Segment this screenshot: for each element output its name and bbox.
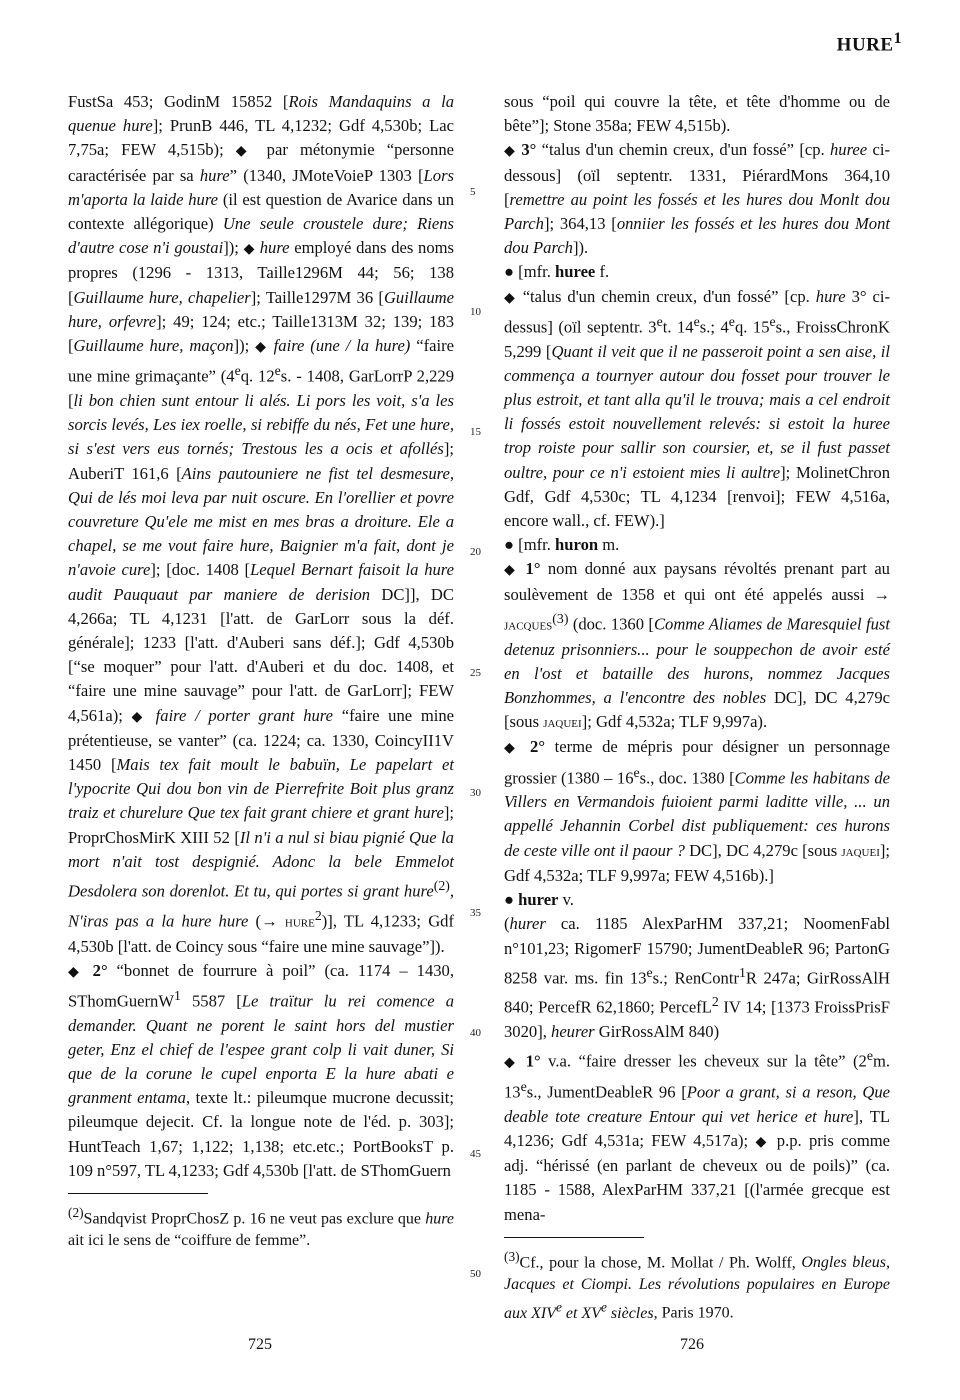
line-number: 20 — [470, 546, 481, 558]
folio-right: 726 — [680, 1336, 704, 1353]
footnote-3: $^{(3)}$Cf., pour la chose, M. Mollat / Ph. Wolff, Ongles bleus, Jacques et Ciompi. Les révolutions populaires en Europe aux XIVe et XVe siècles, Paris 1970. — [504, 1248, 890, 1322]
line-number: 15 — [470, 426, 481, 438]
line-number: 45 — [470, 1148, 481, 1160]
left-column-text: FustSa 453; GodinM 15852 [Rois Mandaquins a la quenue hure]; PrunB 446, TL 4,1232; Gdf 4,530b; Lac 7,75a; FEW 4,515b); ◆ par métonymie “personne caractérisée par sa hure” (1340, JMoteVoieP 1303 [Lors m'aporta la laide hure (il est question de Avarice dans un contexte allégorique) Une seule croustele dure; Riens d'autre cose n'i goustai]); ◆ hure employé dans des noms propres (1296 - 1313, Taille1296M 44; 56; 138 [Guillaume hure, chapelier]; Taille1297M 36 [Guillaume hure, orfevre]; 49; 124; etc.; Taille1313M 32; 139; 183 [Guillaume hure, maçon]); ◆ faire (une / la hure) “faire une mine grimaçante” (4eq. 12es. - 1408, GarLorrP 2,229 [li bon chien sunt entour li alés. Li pors les voit, s'a les sorcis levés, Les iex roelle, si rebiffe du nés, Fet une hure, si s'est vers eus tornés; Trestous les a ocis et afollés]; AuberiT 161,6 [Ains pautouniere ne fist tel desmesure, Qui de lés moi leva par nuit oscure. En l'orellier et povre couvreture Qu'ele me mist en mes bras a droiture. Ele a chapel, se me vout faire hure, Baignier m'a fait, dont je n'avoie cure]; [doc. 1408 [Lequel Bernart faisoit la hure audit Pauquaut par maniere de derision DC]], DC 4,266a; TL 4,1231 [l'att. de GarLorr sous la déf. générale]; 1233 [l'att. d'Auberi sans déf.]; Gdf 4,530b [“se moquer” pour l'att. d'Auberi et du doc. 1408, et “faire une mine sauvage” pour l'att. de GarLorr]; FEW 4,561a); ◆ faire / porter grant hure “faire une mine prétentieuse, se vanter” (ca. 1224; ca. 1330, CoincyII1V 1450 [Mais tex fait moult le babuïn, Le papelart et l'ypocrite Qui dou bon vin de Pierrefrite Boit plus granz traiz et churelure Que tex fait grant chiere et grant hure]; ProprChosMirK XIII 52 [Il n'i a nul si biau pignié Que la mort n'ait tost despignié. Adonc la bele Emmelot Desdolera son dorenlot. Et tu, qui portes si grant hure$^{(2)}$, N'iras pas a la hure hure (→ hure$^2$)], TL 4,1233; Gdf 4,530b [l'att. de Coincy sous “faire une mine sauvage”]). ◆ 2° “bonnet de fourrure à poil” (ca. 1174 – 1430, SThomGuernW$^1$ 5587 [Le traïtur lu rei comence a demander. Quant ne porent le saint hors del mustier geter, Enz el chief de l'espee grant colp li vait duner, Si que de la corune le cupel enporta E la hure abati e granment entama, texte lt.: pileumque mucrone decussit; pileumque dejecit. Cf. la longue note de l'éd. p. 303]; HuntTeach 1,67; 1,122; 1,138; etc.etc.; PortBooksT p. 109 n°597, TL 4,1233; Gdf 4,530b [l'att. de SThomGuern — [68, 92, 455, 1180]
footnote-2: $^{(2)}$Sandqvist ProprChosZ p. 16 ne veut pas exclure que hure ait ici le sens de “coiffure de femme”. — [68, 1205, 454, 1250]
footnote-rule-left — [68, 1193, 208, 1194]
line-number: 25 — [470, 667, 481, 679]
line-number: 10 — [470, 306, 481, 318]
running-head-title: HURE — [836, 34, 894, 56]
line-number: 40 — [470, 1027, 481, 1039]
left-column — [68, 90, 454, 1252]
folio-left: 725 — [248, 1336, 272, 1353]
line-number: 35 — [470, 907, 481, 919]
line-number: 5 — [470, 186, 476, 198]
line-number: 30 — [470, 787, 481, 799]
line-number: 50 — [470, 1268, 481, 1280]
footnote-rule-right — [504, 1237, 644, 1238]
running-head-sup: 1 — [893, 30, 902, 47]
right-column — [504, 90, 890, 1325]
right-column-text: sous “poil qui couvre la tête, et tête d'homme ou de bête”]; Stone 358a; FEW 4,515b). ◆ 3° “talus d'un chemin creux, d'un fossé” [cp. huree ci-dessous] (oïl septentr. 1331, PiérardMons 364,10 [remettre au point les fossés et les hures dou Monlt dou Parch]; 364,13 [onniier les fossés et les hures dou Mont dou Parch]). ● [mfr. huree f. ◆ “talus d'un chemin creux, d'un fossé” [cp. hure 3° ci-dessus] (oïl septentr. 3et. 14es.; 4eq. 15es., FroissChronK 5,299 [Quant il veit que il ne passeroit point a sen aise, il commença a tournyer autour dou fosset pour trouver le plus estroit, et tant alla qu'il le trouva; mais a cel endroit li fossés estoit nouvellement relevés: si estoit la huree trop roiste pour sallir son coursier, et, se il fust passet oultre, pour ce n'i estoient mies li aultre]; MolinetChron Gdf, Gdf 4,530c; TL 4,1234 [renvoi]; FEW 4,516a, encore wall., cf. FEW).] ● [mfr. huron m. ◆ 1° nom donné aux paysans révoltés prenant part au soulèvement de 1358 et qui ont été appelés aussi → jacques$^{(3)}$ (doc. 1360 [Comme Aliames de Maresquiel fust detenuz prisonniers... pour le souppechon de avoir esté en l'ost et bataille des hurons, nommez Jacques Bonzhommes, a l'encontre des nobles DC], DC 4,279c [sous jaquei]; Gdf 4,532a; TLF 9,997a). ◆ 2° terme de mépris pour désigner un personnage grossier (1380 – 16es., doc. 1380 [Comme les habitans de Villers en Vermandois fuioient parmi laditte ville, ... un appellé Jehannin Corbel dist publiquement: ces hurons de ceste ville ont il paour ? DC], DC 4,279c [sous jaquei]; Gdf 4,532a; TLF 9,997a; FEW 4,516b).] ● hurer v. (hurer ca. 1185 AlexParHM 337,21; NoomenFabl n°101,23; RigomerF 15790; JumentDeableR 96; PartonG 8258 var. ms. fin 13es.; RenContr$^1$R 247a; GirRossAlH 840; PercefR 62,1860; PercefL$^2$ IV 14; [1373 FroissPrisF 3020], heurer GirRossAlM 840) ◆ 1° v.a. “faire dresser les cheveux sur la tête” (2em. 13es., JumentDeableR 96 [Poor a grant, si a reson, Que deable tote creature Entour qui vet herice et hure], TL 4,1236; Gdf 4,531a; FEW 4,517a); ◆ p.p. pris comme adj. “hérissé (en parlant de cheveux ou de poils)” (ca. 1185 - 1588, AlexParHM 337,21 [(l'armée grecque est mena- — [504, 92, 891, 1224]
running-head — [837, 30, 902, 56]
